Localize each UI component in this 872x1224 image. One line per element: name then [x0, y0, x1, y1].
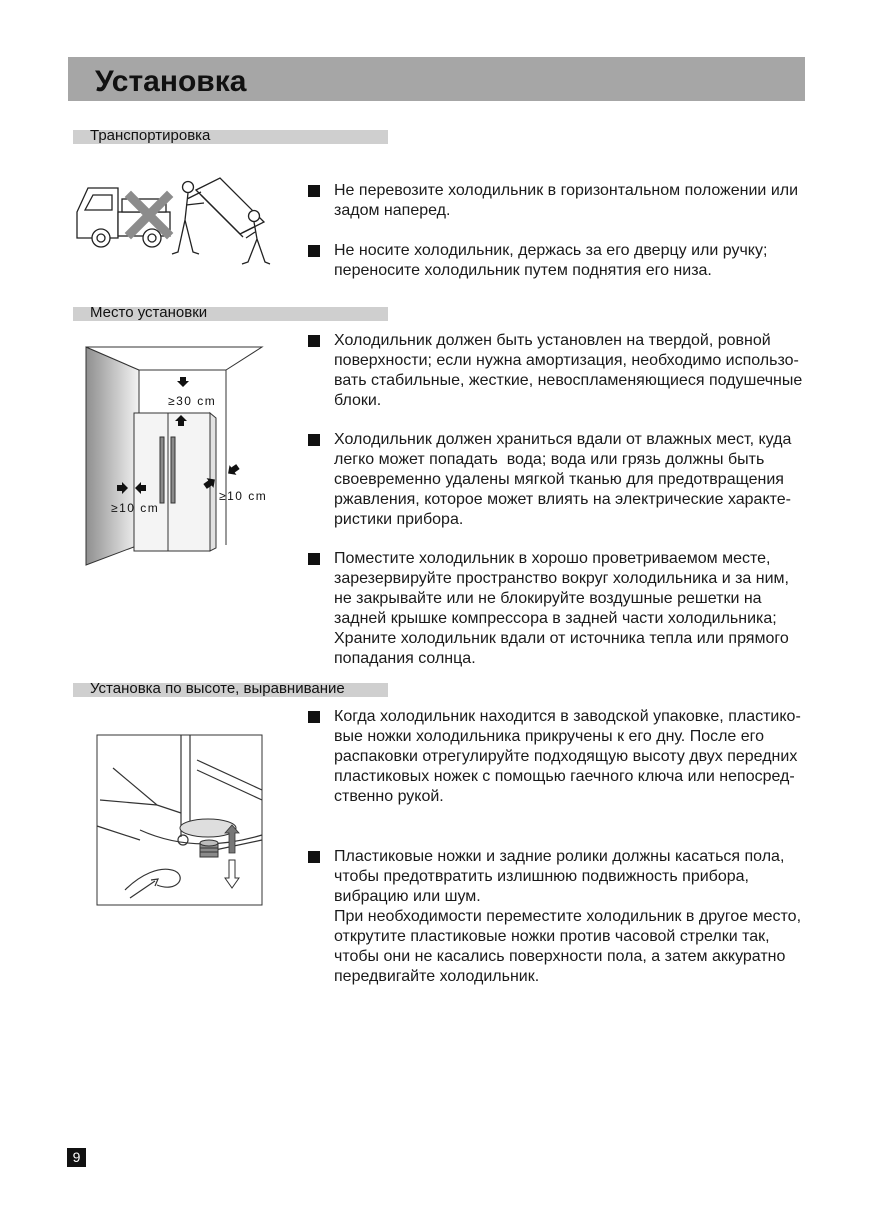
- bullet-line: распаковки отрегулируйте подходящую высоту двух передних: [334, 748, 798, 765]
- bullet-line: легко может попадать вода; вода или грязь должны быть: [334, 451, 765, 468]
- arrow-down-icon: [177, 377, 189, 387]
- left-wall: [86, 347, 139, 565]
- bullet-line: своевременно удалены мягкой тканью для предотвращения: [334, 471, 784, 488]
- bullet-line: передвигайте холодильник.: [334, 968, 540, 985]
- bullet-square-icon: [308, 185, 320, 197]
- refrigerator-drawing: [134, 413, 216, 551]
- bullet-line: Когда холодильник находится в заводской упаковке, пластико-: [334, 708, 801, 725]
- bullet-line: ржавления, которое может влиять на электрические характе-: [334, 491, 792, 508]
- bullet-line: чтобы предотвратить излишнюю подвижность прибора,: [334, 868, 749, 885]
- page-header-bar: [68, 57, 805, 101]
- bullet-line: При необходимости переместите холодильник в другое место,: [334, 908, 802, 925]
- clearance-illustration: [80, 340, 275, 570]
- bullet-line: зарезервируйте пространство вокруг холодильника и за ним,: [334, 570, 789, 587]
- bullet-line: Не перевозите холодильник в горизонтальном положении или: [334, 182, 799, 199]
- bullet-no-carry-by-door: [334, 241, 767, 281]
- bullet-away-from-moisture: [334, 430, 791, 530]
- bullet-line: Пластиковые ножки и задние ролики должны касаться пола,: [334, 848, 785, 865]
- bullet-line: задом наперед.: [334, 202, 451, 219]
- bullet-line: Поместите холодильник в хорошо проветриваемом месте,: [334, 550, 771, 567]
- adjustable-foot-icon: [200, 840, 218, 857]
- bullet-line: вибрацию или шум.: [334, 888, 481, 905]
- page-title: Установка: [95, 65, 247, 98]
- bullet-line: ристики прибора.: [334, 511, 464, 528]
- bullet-adjust-feet: [334, 707, 801, 807]
- clearance-top-label: ≥30 cm: [168, 394, 217, 408]
- arrow-down-left-icon: [225, 462, 242, 479]
- bullet-line: переносите холодильник путем поднятия его низа.: [334, 262, 712, 279]
- section-heading-leveling: Установка по высоте, выравнивание: [90, 680, 345, 697]
- man-left-body: [172, 192, 204, 254]
- bullet-line: вать стабильные, жесткие, невоспламеняющиеся подушечные: [334, 372, 803, 389]
- transport-illustration: [70, 172, 275, 270]
- bullet-no-horizontal-transport: [334, 181, 798, 221]
- bullet-square-icon: [308, 711, 320, 723]
- bullet-square-icon: [308, 851, 320, 863]
- bullet-line: Холодильник должен быть установлен на твердой, ровной: [334, 332, 771, 349]
- bullet-line: ственно рукой.: [334, 788, 444, 805]
- page-number: 9: [67, 1148, 86, 1167]
- bullet-square-icon: [308, 553, 320, 565]
- bullet-line: вые ножки холодильника прикручены к его дну. После его: [334, 728, 765, 745]
- bullet-line: пластиковых ножек с помощью гаечного ключа или непосред-: [334, 768, 795, 785]
- truck-front-wheel: [92, 229, 110, 247]
- clearance-right-label: ≥10 cm: [219, 489, 268, 503]
- fridge-handle-left: [160, 437, 164, 503]
- bullet-square-icon: [308, 335, 320, 347]
- bullet-firm-level-surface: [334, 331, 802, 411]
- leveling-illustration: [95, 733, 265, 908]
- clearance-left-label: ≥10 cm: [111, 501, 160, 515]
- bullet-square-icon: [308, 245, 320, 257]
- section-heading-bar-location: [73, 304, 388, 321]
- bullet-ventilation: [334, 549, 789, 669]
- bullet-feet-touch-floor: [334, 847, 801, 987]
- bullet-square-icon: [308, 434, 320, 446]
- bullet-line: чтобы они не касались поверхности пола, а затем аккуратно: [334, 948, 786, 965]
- section-heading-location: Место установки: [90, 304, 208, 321]
- bullet-line: Холодильник должен храниться вдали от влажных мест, куда: [334, 431, 792, 448]
- bullet-line: открутите пластиковые ножки против часовой стрелки так,: [334, 928, 770, 945]
- bullet-line: задней крышке компрессора в задней части холодильника;: [334, 610, 777, 627]
- section-heading-bar-transport: [73, 127, 388, 144]
- section-heading-bar-leveling: [73, 680, 388, 697]
- fridge-handle-right: [171, 437, 175, 503]
- men-carrying-fridge: [172, 178, 270, 264]
- foot-plate: [180, 819, 236, 837]
- bullet-line: попадания солнца.: [334, 650, 476, 667]
- bullet-line: не закрывайте или не блокируйте воздушные решетки на: [334, 590, 762, 607]
- man-right-head: [249, 211, 260, 222]
- bullet-line: блоки.: [334, 392, 382, 409]
- man-left-head: [183, 182, 194, 193]
- bullet-line: Не носите холодильник, держась за его дверцу или ручку;: [334, 242, 768, 259]
- truck-rear-wheel: [143, 229, 161, 247]
- section-heading-transport: Транспортировка: [90, 127, 211, 144]
- bullet-line: поверхности; если нужна амортизация, необходимо использо-: [334, 352, 799, 369]
- bullet-line: Храните холодильник вдали от источника тепла или прямого: [334, 630, 789, 647]
- carried-fridge: [196, 178, 264, 234]
